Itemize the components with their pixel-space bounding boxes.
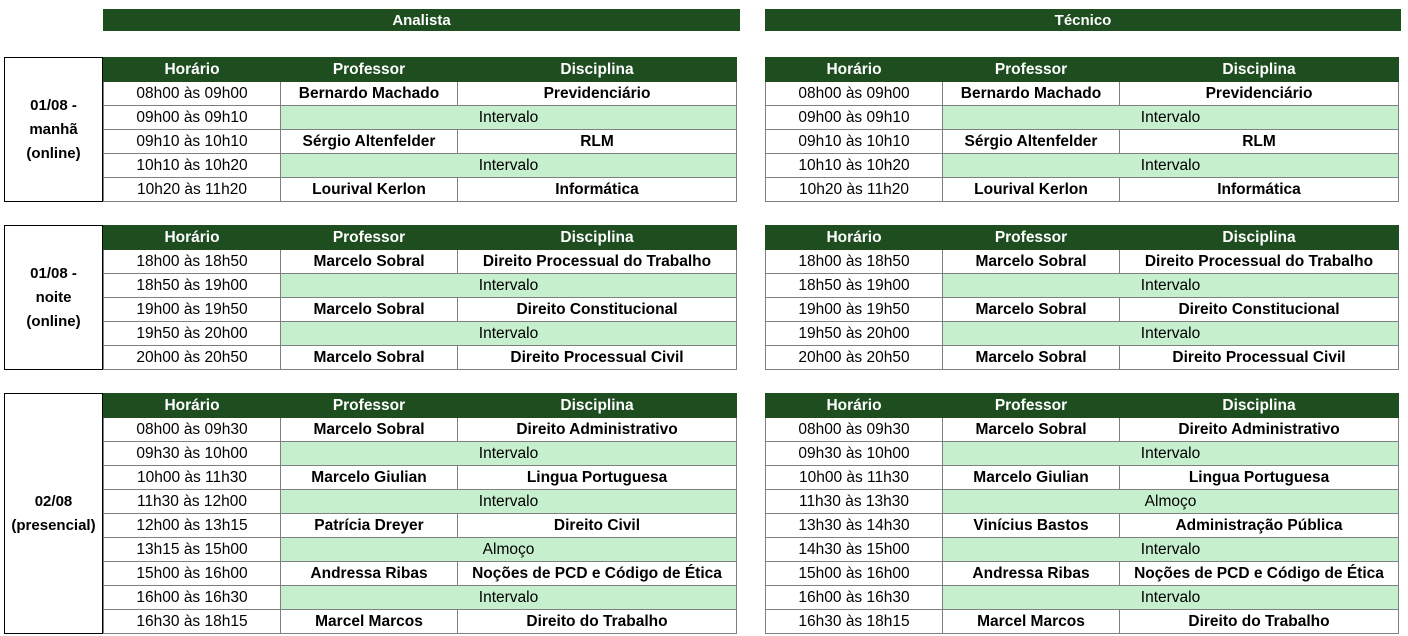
break-cell: Intervalo (943, 442, 1399, 466)
analista-schedule-table (103, 225, 737, 370)
tecnico-schedule-table (765, 225, 1399, 370)
table-header-row (766, 394, 1399, 418)
table-row (766, 514, 1399, 538)
discipline-cell: Previdenciário (1120, 82, 1399, 106)
professor-cell: Marcelo Sobral (281, 418, 458, 442)
header-horario: Horário (766, 394, 943, 418)
discipline-cell: Direito Constitucional (1120, 298, 1399, 322)
analista-banner: Analista (103, 9, 740, 31)
discipline-cell: Direito Administrativo (1120, 418, 1399, 442)
table-row (104, 466, 737, 490)
table-row (766, 346, 1399, 370)
discipline-cell: Informática (458, 178, 737, 202)
header-disciplina: Disciplina (1120, 394, 1399, 418)
table-row (766, 490, 1399, 514)
time-cell: 08h00 às 09h00 (104, 82, 281, 106)
break-cell: Intervalo (281, 106, 737, 130)
time-cell: 08h00 às 09h30 (104, 418, 281, 442)
time-cell: 10h10 às 10h20 (766, 154, 943, 178)
professor-cell: Marcelo Sobral (943, 346, 1120, 370)
professor-cell: Patrícia Dreyer (281, 514, 458, 538)
time-cell: 18h50 às 19h00 (766, 274, 943, 298)
analista-schedule-table (103, 57, 737, 202)
break-cell: Intervalo (281, 322, 737, 346)
time-cell: 10h20 às 11h20 (104, 178, 281, 202)
table-row (766, 298, 1399, 322)
time-cell: 10h00 às 11h30 (104, 466, 281, 490)
professor-cell: Vinícius Bastos (943, 514, 1120, 538)
break-cell: Intervalo (943, 106, 1399, 130)
table-row (766, 274, 1399, 298)
discipline-cell: Lingua Portuguesa (458, 466, 737, 490)
table-row (766, 442, 1399, 466)
table-row (104, 442, 737, 466)
day-label: 01/08 - noite (online) (4, 225, 103, 370)
professor-cell: Marcelo Giulian (281, 466, 458, 490)
professor-cell: Andressa Ribas (943, 562, 1120, 586)
header-professor: Professor (943, 58, 1120, 82)
time-cell: 14h30 às 15h00 (766, 538, 943, 562)
time-cell: 09h30 às 10h00 (104, 442, 281, 466)
professor-cell: Marcelo Sobral (943, 418, 1120, 442)
break-cell: Almoço (943, 490, 1399, 514)
tecnico-banner: Técnico (765, 9, 1401, 31)
header-disciplina: Disciplina (458, 226, 737, 250)
professor-cell: Marcelo Giulian (943, 466, 1120, 490)
time-cell: 09h00 às 09h10 (766, 106, 943, 130)
time-cell: 10h00 às 11h30 (766, 466, 943, 490)
time-cell: 09h10 às 10h10 (766, 130, 943, 154)
table-row (766, 562, 1399, 586)
day-label: 02/08 (presencial) (4, 393, 103, 634)
header-horario: Horário (104, 226, 281, 250)
table-row (766, 586, 1399, 610)
discipline-cell: Direito Constitucional (458, 298, 737, 322)
time-cell: 13h15 às 15h00 (104, 538, 281, 562)
header-professor: Professor (281, 226, 458, 250)
table-row (766, 610, 1399, 634)
professor-cell: Andressa Ribas (281, 562, 458, 586)
tecnico-schedule-table (765, 393, 1399, 634)
professor-cell: Marcelo Sobral (281, 298, 458, 322)
professor-cell: Marcelo Sobral (943, 250, 1120, 274)
time-cell: 12h00 às 13h15 (104, 514, 281, 538)
table-row (766, 154, 1399, 178)
discipline-cell: Direito Civil (458, 514, 737, 538)
header-horario: Horário (104, 58, 281, 82)
header-professor: Professor (943, 394, 1120, 418)
professor-cell: Sérgio Altenfelder (281, 130, 458, 154)
header-professor: Professor (281, 58, 458, 82)
professor-cell: Lourival Kerlon (943, 178, 1120, 202)
table-row (104, 538, 737, 562)
time-cell: 08h00 às 09h30 (766, 418, 943, 442)
break-cell: Intervalo (281, 490, 737, 514)
time-cell: 10h10 às 10h20 (104, 154, 281, 178)
time-cell: 11h30 às 13h30 (766, 490, 943, 514)
table-row (766, 106, 1399, 130)
header-horario: Horário (766, 58, 943, 82)
table-row (766, 466, 1399, 490)
table-header-row (104, 58, 737, 82)
time-cell: 19h50 às 20h00 (104, 322, 281, 346)
discipline-cell: Direito Processual Civil (1120, 346, 1399, 370)
time-cell: 09h00 às 09h10 (104, 106, 281, 130)
discipline-cell: Lingua Portuguesa (1120, 466, 1399, 490)
discipline-cell: RLM (1120, 130, 1399, 154)
discipline-cell: RLM (458, 130, 737, 154)
time-cell: 19h50 às 20h00 (766, 322, 943, 346)
table-row (766, 130, 1399, 154)
header-disciplina: Disciplina (1120, 58, 1399, 82)
day-label: 01/08 - manhã (online) (4, 57, 103, 202)
table-row (766, 82, 1399, 106)
discipline-cell: Direito do Trabalho (1120, 610, 1399, 634)
time-cell: 19h00 às 19h50 (104, 298, 281, 322)
table-row (104, 274, 737, 298)
table-row (104, 562, 737, 586)
break-cell: Intervalo (281, 586, 737, 610)
table-row (104, 154, 737, 178)
professor-cell: Marcelo Sobral (943, 298, 1120, 322)
break-cell: Almoço (281, 538, 737, 562)
time-cell: 20h00 às 20h50 (766, 346, 943, 370)
time-cell: 09h30 às 10h00 (766, 442, 943, 466)
time-cell: 16h00 às 16h30 (104, 586, 281, 610)
time-cell: 10h20 às 11h20 (766, 178, 943, 202)
discipline-cell: Direito do Trabalho (458, 610, 737, 634)
header-disciplina: Disciplina (458, 58, 737, 82)
analista-schedule-table (103, 393, 737, 634)
discipline-cell: Noções de PCD e Código de Ética (1120, 562, 1399, 586)
header-professor: Professor (281, 394, 458, 418)
break-cell: Intervalo (943, 538, 1399, 562)
table-row (104, 346, 737, 370)
table-row (766, 178, 1399, 202)
table-row (104, 514, 737, 538)
table-row (104, 610, 737, 634)
discipline-cell: Direito Processual Civil (458, 346, 737, 370)
table-header-row (104, 394, 737, 418)
table-row (766, 538, 1399, 562)
professor-cell: Sérgio Altenfelder (943, 130, 1120, 154)
table-row (766, 322, 1399, 346)
table-header-row (766, 58, 1399, 82)
table-row (104, 130, 737, 154)
professor-cell: Marcelo Sobral (281, 346, 458, 370)
header-professor: Professor (943, 226, 1120, 250)
time-cell: 08h00 às 09h00 (766, 82, 943, 106)
professor-cell: Bernardo Machado (281, 82, 458, 106)
time-cell: 15h00 às 16h00 (766, 562, 943, 586)
time-cell: 18h00 às 18h50 (766, 250, 943, 274)
table-row (104, 298, 737, 322)
time-cell: 18h00 às 18h50 (104, 250, 281, 274)
time-cell: 13h30 às 14h30 (766, 514, 943, 538)
time-cell: 16h30 às 18h15 (104, 610, 281, 634)
header-disciplina: Disciplina (458, 394, 737, 418)
discipline-cell: Previdenciário (458, 82, 737, 106)
table-row (766, 418, 1399, 442)
header-disciplina: Disciplina (1120, 226, 1399, 250)
professor-cell: Marcel Marcos (281, 610, 458, 634)
discipline-cell: Noções de PCD e Código de Ética (458, 562, 737, 586)
header-horario: Horário (766, 226, 943, 250)
time-cell: 09h10 às 10h10 (104, 130, 281, 154)
break-cell: Intervalo (281, 442, 737, 466)
time-cell: 18h50 às 19h00 (104, 274, 281, 298)
professor-cell: Marcelo Sobral (281, 250, 458, 274)
professor-cell: Lourival Kerlon (281, 178, 458, 202)
table-row (104, 490, 737, 514)
break-cell: Intervalo (943, 274, 1399, 298)
table-row (104, 106, 737, 130)
table-header-row (104, 226, 737, 250)
discipline-cell: Direito Processual do Trabalho (458, 250, 737, 274)
discipline-cell: Administração Pública (1120, 514, 1399, 538)
break-cell: Intervalo (281, 274, 737, 298)
time-cell: 16h30 às 18h15 (766, 610, 943, 634)
break-cell: Intervalo (943, 154, 1399, 178)
table-row (104, 418, 737, 442)
break-cell: Intervalo (943, 322, 1399, 346)
professor-cell: Marcel Marcos (943, 610, 1120, 634)
table-header-row (766, 226, 1399, 250)
time-cell: 20h00 às 20h50 (104, 346, 281, 370)
table-row (104, 250, 737, 274)
table-row (104, 586, 737, 610)
table-row (766, 250, 1399, 274)
time-cell: 16h00 às 16h30 (766, 586, 943, 610)
time-cell: 15h00 às 16h00 (104, 562, 281, 586)
table-row (104, 178, 737, 202)
professor-cell: Bernardo Machado (943, 82, 1120, 106)
tecnico-schedule-table (765, 57, 1399, 202)
header-horario: Horário (104, 394, 281, 418)
discipline-cell: Direito Processual do Trabalho (1120, 250, 1399, 274)
discipline-cell: Informática (1120, 178, 1399, 202)
break-cell: Intervalo (943, 586, 1399, 610)
time-cell: 11h30 às 12h00 (104, 490, 281, 514)
time-cell: 19h00 às 19h50 (766, 298, 943, 322)
table-row (104, 82, 737, 106)
table-row (104, 322, 737, 346)
break-cell: Intervalo (281, 154, 737, 178)
discipline-cell: Direito Administrativo (458, 418, 737, 442)
